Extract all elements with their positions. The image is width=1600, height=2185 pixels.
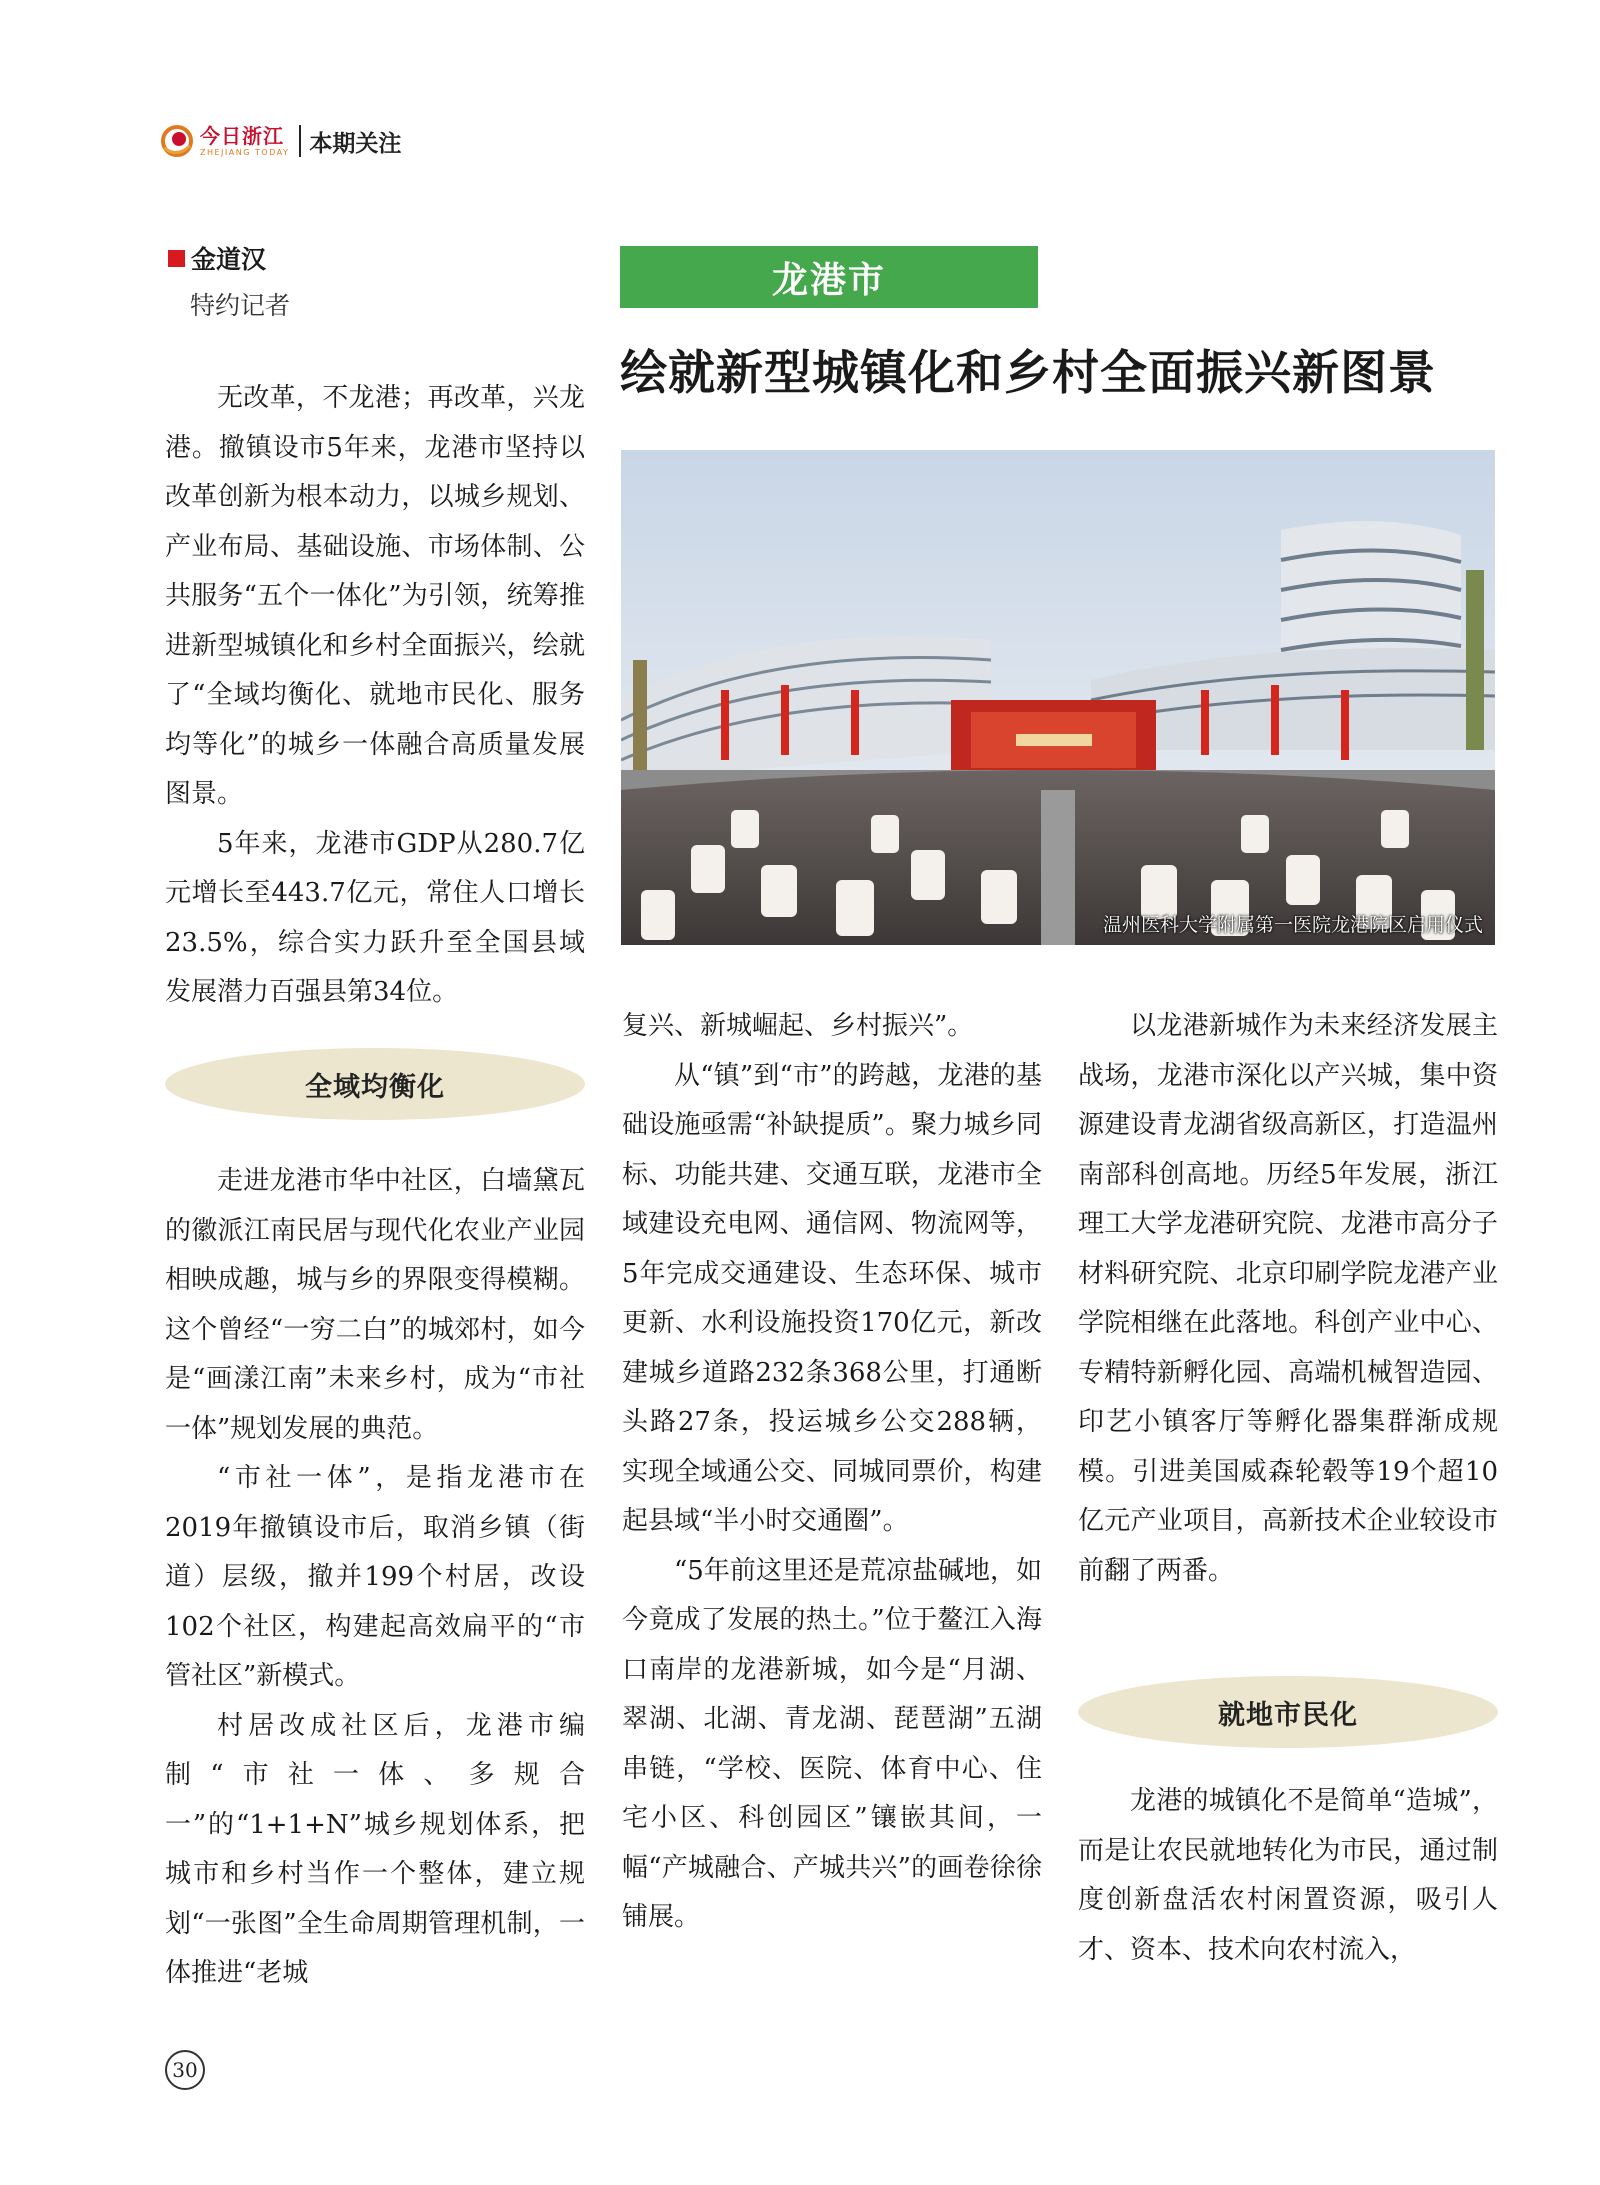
paragraph: 村居改成社区后，龙港市编制“市社一体、多规合一”的“1+1+N”城乡规划体系，把城市和乡村当作一个整体，建立规划“一张图”全生命周期管理机制，一体推进“老城 — [165, 1710, 585, 1988]
logo-cn: 今日浙江 — [200, 123, 284, 148]
paragraph: 从“镇”到“市”的跨越，龙港的基础设施亟需“补缺提质”。聚力城乡同标、功能共建、交通互联，龙港市全域建设充电网、通信网、物流网等，5年完成交通建设、生态环保、城市更新、水利设施投资170亿元，新改建城乡道路232条368公里，打通断头路27条，投运城乡公交288辆，实现全域通公交、同城同票价，构建起县域“半小时交通圈”。 — [622, 1060, 1042, 1536]
paragraph: 龙港的城镇化不是简单“造城”，而是让农民就地转化为市民，通过制度创新盘活农村闲置资源，吸引人才、资本、技术向农村流入， — [1078, 1786, 1498, 1965]
column-2 — [622, 1002, 1042, 1943]
section-heading: 全域均衡化 — [305, 1071, 445, 1103]
article-headline: 绘就新型城镇化和乡村全面振兴新图景 — [620, 346, 1436, 401]
paragraph: “5年前这里还是荒凉盐碱地，如今竟成了发展的热土。”位于鳌江入海口南岸的龙港新城，如今是“月湖、翠湖、北湖、青龙湖、琵琶湖”五湖串链，“学校、医院、体育中心、住宅小区、科创园区”镶嵌其间，一幅“产城融合、产城共兴”的画卷徐徐铺展。 — [622, 1555, 1042, 1932]
photo-caption: 温州医科大学附属第一医院龙港院区启用仪式 — [1102, 914, 1483, 936]
logo-emblem-icon — [160, 124, 194, 158]
ceremony-photo-illustration — [621, 450, 1495, 945]
section-heading-pill — [1078, 1676, 1498, 1748]
city-banner — [620, 246, 1038, 308]
red-square-icon — [168, 250, 185, 267]
city-name: 龙港市 — [771, 259, 886, 301]
section-title: 本期关注 — [309, 130, 402, 157]
paragraph: 5年来，龙港市GDP从280.7亿元增长至443.7亿元，常住人口增长23.5%，综合实力跃升至全国县域发展潜力百强县第34位。 — [165, 828, 585, 1007]
author-role: 特约记者 — [190, 291, 291, 320]
paragraph: “市社一体”，是指龙港市在2019年撤镇设市后，取消乡镇（街道）层级，撤并199个村居，改设102个社区，构建起高效扁平的“市管社区”新模式。 — [165, 1463, 585, 1691]
paragraph: 无改革，不龙港；再改革，兴龙港。撤镇设市5年来，龙港市坚持以改革创新为根本动力，以城乡规划、产业布局、基础设施、市场体制、公共服务“五个一体化”为引领，统筹推进新型城镇化和乡村全面振兴，绘就了“全域均衡化、就地市民化、服务均等化”的城乡一体融合高质量发展图景。 — [165, 383, 585, 809]
byline — [168, 240, 290, 322]
author-name: 金道汉 — [191, 245, 267, 274]
logo-en: ZHEJIANG TODAY — [200, 147, 290, 157]
paragraph: 复兴、新城崛起、乡村振兴”。 — [622, 1011, 974, 1041]
column-3-bottom — [1078, 1777, 1498, 1975]
section-heading-pill — [165, 1048, 585, 1120]
column-1-bottom — [165, 1157, 585, 1999]
ceremony-photo — [621, 450, 1495, 945]
column-1-top — [165, 374, 585, 1018]
header-divider — [299, 125, 301, 157]
section-heading: 就地市民化 — [1218, 1699, 1358, 1731]
page-number: 30 — [165, 2050, 205, 2090]
magazine-logo — [160, 124, 289, 158]
paragraph: 以龙港新城作为未来经济发展主战场，龙港市深化以产兴城，集中资源建设青龙湖省级高新区，打造温州南部科创高地。历经5年发展，浙江理工大学龙港研究院、龙港市高分子材料研究院、北京印刷学院龙港产业学院相继在此落地。科创产业中心、专精特新孵化园、高端机械智造园、印艺小镇客厅等孵化器集群渐成规模。引进美国威森轮毂等19个超10亿元产业项目，高新技术企业较设市前翻了两番。 — [1078, 1011, 1498, 1586]
column-3-top — [1078, 1002, 1498, 1596]
paragraph: 走进龙港市华中社区，白墙黛瓦的徽派江南民居与现代化农业产业园相映成趣，城与乡的界限变得模糊。这个曾经“一穷二白”的城郊村，如今是“画漾江南”未来乡村，成为“市社一体”规划发展的典范。 — [165, 1166, 585, 1444]
page-header — [160, 118, 401, 164]
